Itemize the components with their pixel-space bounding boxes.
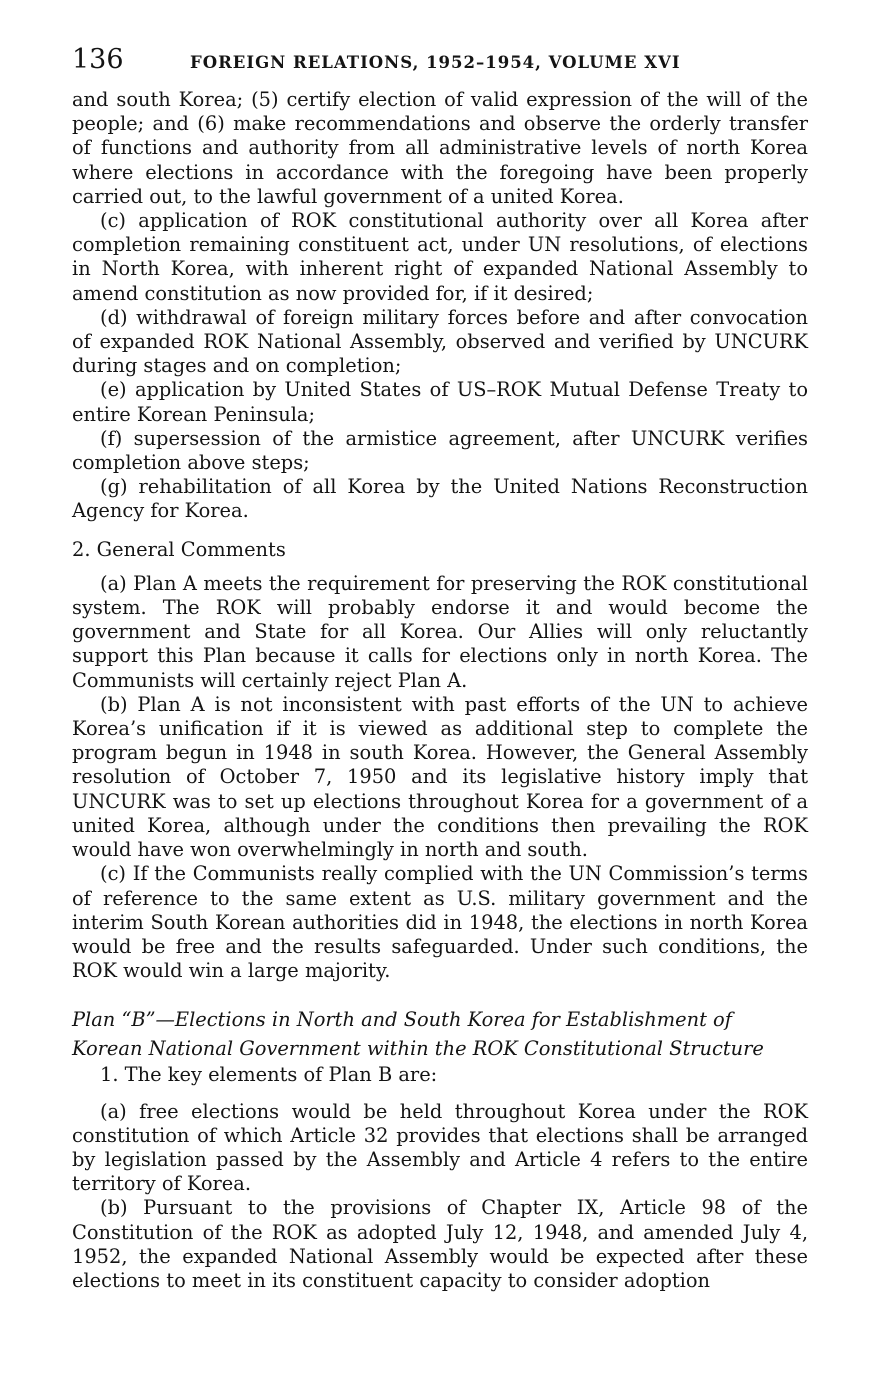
plan-b-item-b: (b) Pursuant to the provisions of Chapter IX, Article 98 of the Constitution of the ROK as adopted July 12, 1948, and amended July 4, 1952, the expanded National Assembly would be expected after these elections to meet in its constituent capacity to consider adoption — [72, 1196, 808, 1292]
comment-c: (c) If the Communists really complied with the UN Commission’s terms of reference to the same extent as U.S. military government and the interim South Korean authorities did in 1948, the elections in north Korea would be free and the results safeguarded. Under such conditions, the ROK would win a large majority. — [72, 862, 808, 983]
plan-b-heading: Plan “B”—Elections in North and South Korea for Establishment of Korean National Government within the ROK Constitutional Structure — [72, 1008, 764, 1061]
running-head: FOREIGN RELATIONS, 1952–1954, VOLUME XVI — [190, 53, 681, 72]
paragraph-item-f: (f) supersession of the armistice agreement, after UNCURK verifies completion above steps; — [72, 426, 808, 475]
paragraph-item-d: (d) withdrawal of foreign military forces before and after convocation of expanded ROK National Assembly, observed and verified by UNCURK during stages and on completion; — [72, 305, 808, 378]
paragraph-continuation: and south Korea; (5) certify election of valid expression of the will of the people; and (6) make recommendations and observe the orderly transfer of functions and authority from all administrative levels of north Korea where elections in accordance with the foregoing have been properly carried out, to the lawful government of a united Korea. — [72, 88, 808, 208]
page-number: 136 — [72, 44, 124, 75]
paragraph-item-e: (e) application by United States of US–ROK Mutual Defense Treaty to entire Korean Peninsula; — [72, 378, 808, 426]
page-header — [72, 44, 808, 78]
paragraph-item-c: (c) application of ROK constitutional authority over all Korea after completion remaining constituent act, under UN resolutions, of elections in North Korea, with inherent right of expanded National Assembly to amend constitution as now provided for, if it desired; — [72, 209, 808, 305]
paragraph-item-g: (g) rehabilitation of all Korea by the United Nations Reconstruction Agency for Korea. — [72, 475, 808, 523]
section-heading-general-comments: 2. General Comments — [72, 537, 286, 561]
plan-b-item-a: (a) free elections would be held throughout Korea under the ROK constitution of which Article 32 provides that elections shall be arranged by legislation passed by the Assembly and Article 4 refers to the entire territory of Korea. — [72, 1099, 808, 1196]
key-elements-heading: 1. The key elements of Plan B are: — [100, 1063, 438, 1087]
comment-b: (b) Plan A is not inconsistent with past efforts of the UN to achieve Korea’s unification if it is viewed as additional step to complete the program begun in 1948 in south Korea. However, the General Assembly resolution of October 7, 1950 and its legislative history imply that UNCURK was to set up elections throughout Korea for a government of a united Korea, although under the conditions then prevailing the ROK would have won overwhelmingly in north and south. — [72, 692, 808, 862]
comment-a: (a) Plan A meets the requirement for preserving the ROK constitutional system. The ROK will probably endorse it and would become the government and State for all Korea. Our Allies will only reluctantly support this Plan because it calls for elections only in north Korea. The Communists will certainly reject Plan A. — [72, 571, 808, 692]
